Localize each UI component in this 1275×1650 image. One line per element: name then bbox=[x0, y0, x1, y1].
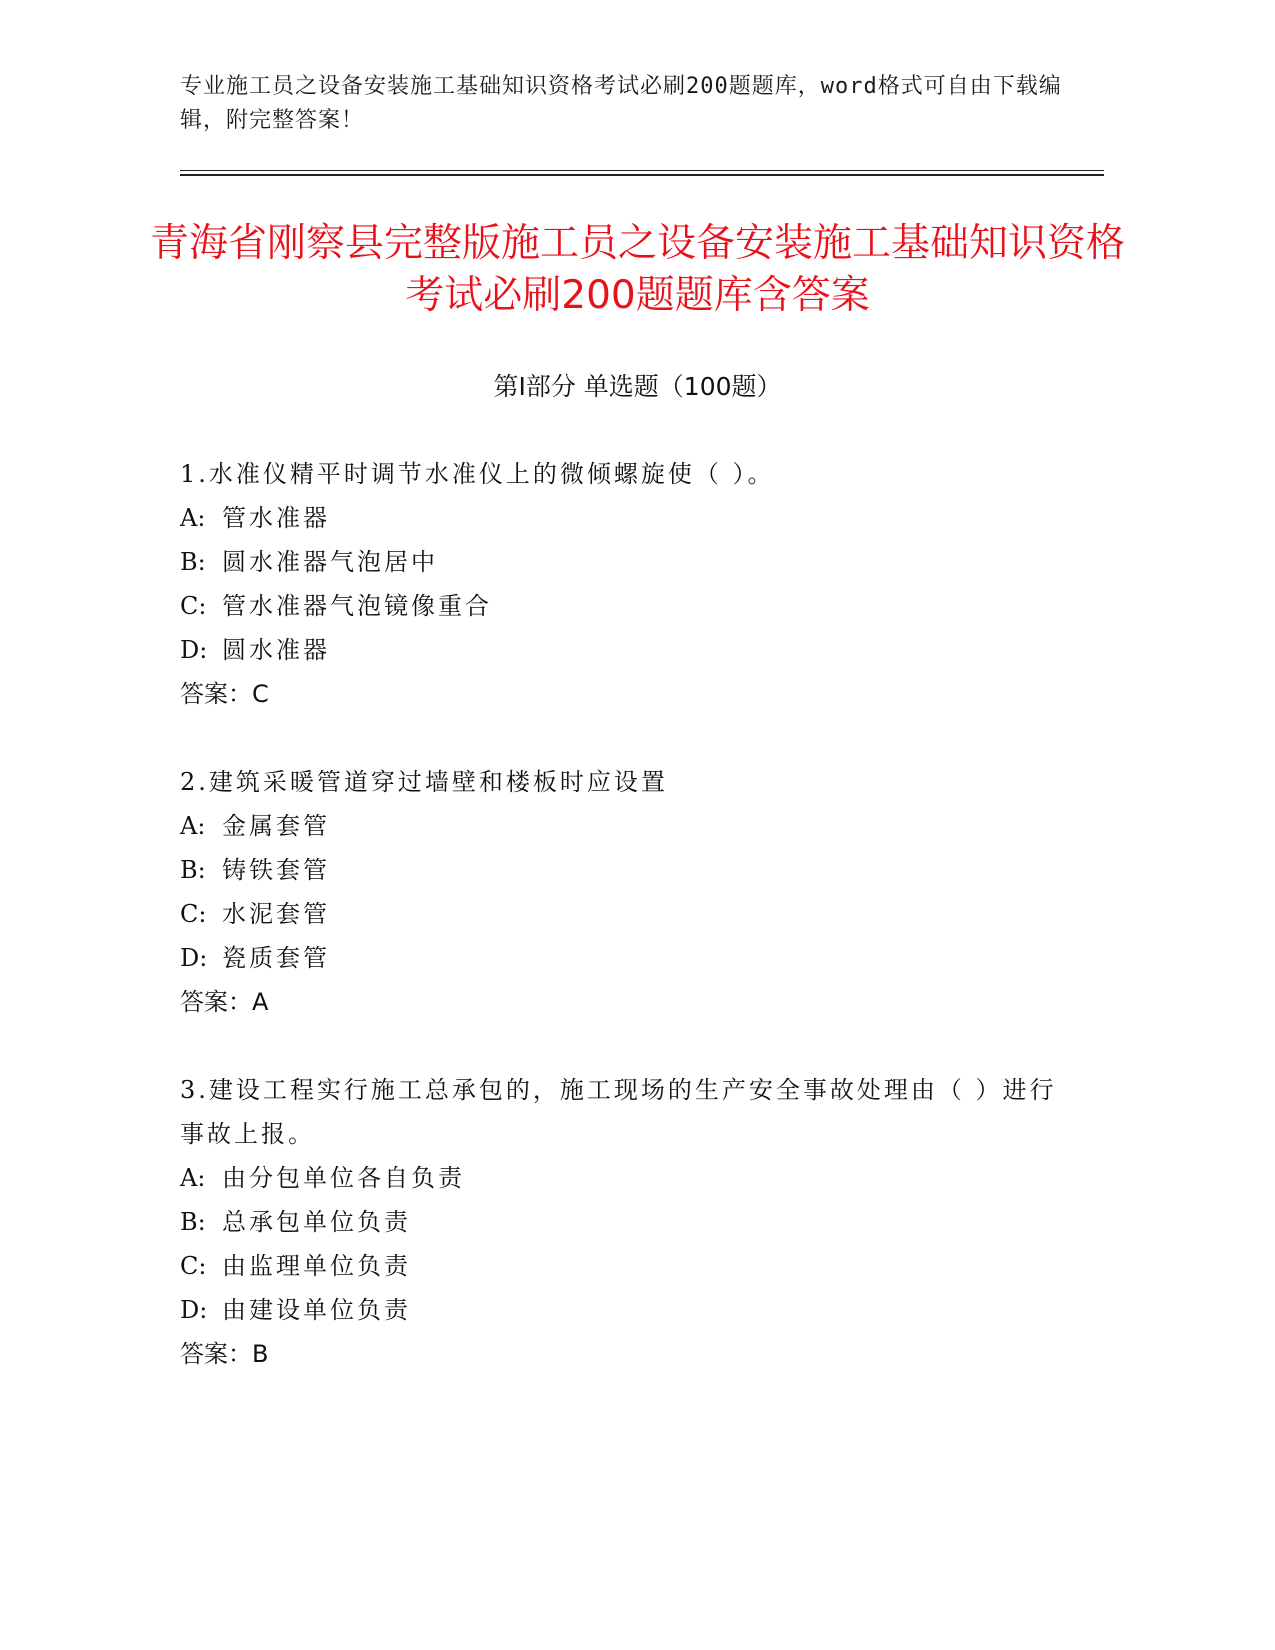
option-text: 由建设单位负责 bbox=[222, 1296, 411, 1324]
option-d bbox=[180, 1288, 1080, 1332]
option-d bbox=[180, 628, 1080, 672]
option-text: 圆水准器气泡居中 bbox=[222, 548, 438, 576]
option-c bbox=[180, 1244, 1080, 1288]
option-key: D: bbox=[180, 636, 208, 664]
option-text: 由监理单位负责 bbox=[222, 1252, 411, 1280]
question-2 bbox=[180, 760, 1080, 1024]
option-key: D: bbox=[180, 1296, 208, 1324]
option-c bbox=[180, 584, 1080, 628]
question-3 bbox=[180, 1068, 1080, 1376]
question-list bbox=[180, 452, 1080, 1420]
option-b bbox=[180, 848, 1080, 892]
option-key: C: bbox=[180, 592, 207, 620]
option-key: D: bbox=[180, 944, 208, 972]
question-stem: 3.建设工程实行施工总承包的，施工现场的生产安全事故处理由（ ）进行事故上报。 bbox=[180, 1076, 1057, 1148]
option-text: 圆水准器 bbox=[222, 636, 330, 664]
document-title: 青海省刚察县完整版施工员之设备安装施工基础知识资格考试必刷200题题库含答案 bbox=[150, 221, 1126, 318]
option-b bbox=[180, 540, 1080, 584]
option-text: 金属套管 bbox=[222, 812, 330, 840]
option-key: A: bbox=[180, 1164, 206, 1192]
section-title: 第Ⅰ部分 单选题（100题） bbox=[493, 372, 782, 401]
header-divider-thin bbox=[180, 170, 1104, 171]
header-divider-thick bbox=[180, 174, 1104, 176]
option-b bbox=[180, 1200, 1080, 1244]
option-d bbox=[180, 936, 1080, 980]
option-key: B: bbox=[180, 856, 206, 884]
option-text: 管水准器气泡镜像重合 bbox=[222, 592, 492, 620]
option-a bbox=[180, 1156, 1080, 1200]
option-text: 由分包单位各自负责 bbox=[222, 1164, 465, 1192]
option-key: B: bbox=[180, 548, 206, 576]
question-stem: 1.水准仪精平时调节水准仪上的微倾螺旋使（ ）。 bbox=[180, 460, 775, 488]
option-a bbox=[180, 496, 1080, 540]
option-key: C: bbox=[180, 1252, 207, 1280]
answer-line: 答案：C bbox=[180, 680, 269, 708]
option-key: A: bbox=[180, 504, 206, 532]
option-text: 总承包单位负责 bbox=[222, 1208, 411, 1236]
answer-line: 答案：A bbox=[180, 988, 269, 1016]
option-key: C: bbox=[180, 900, 207, 928]
question-stem: 2.建筑采暖管道穿过墙壁和楼板时应设置 bbox=[180, 768, 668, 796]
option-c bbox=[180, 892, 1080, 936]
option-key: B: bbox=[180, 1208, 206, 1236]
option-key: A: bbox=[180, 812, 206, 840]
answer-line: 答案：B bbox=[180, 1340, 269, 1368]
option-text: 管水准器 bbox=[222, 504, 330, 532]
option-text: 铸铁套管 bbox=[222, 856, 330, 884]
option-text: 水泥套管 bbox=[222, 900, 330, 928]
option-text: 瓷质套管 bbox=[222, 944, 330, 972]
question-1 bbox=[180, 452, 1080, 716]
option-a bbox=[180, 804, 1080, 848]
header-note: 专业施工员之设备安装施工基础知识资格考试必刷200题题库，word格式可自由下载编辑，附完整答案！ bbox=[180, 74, 1062, 133]
